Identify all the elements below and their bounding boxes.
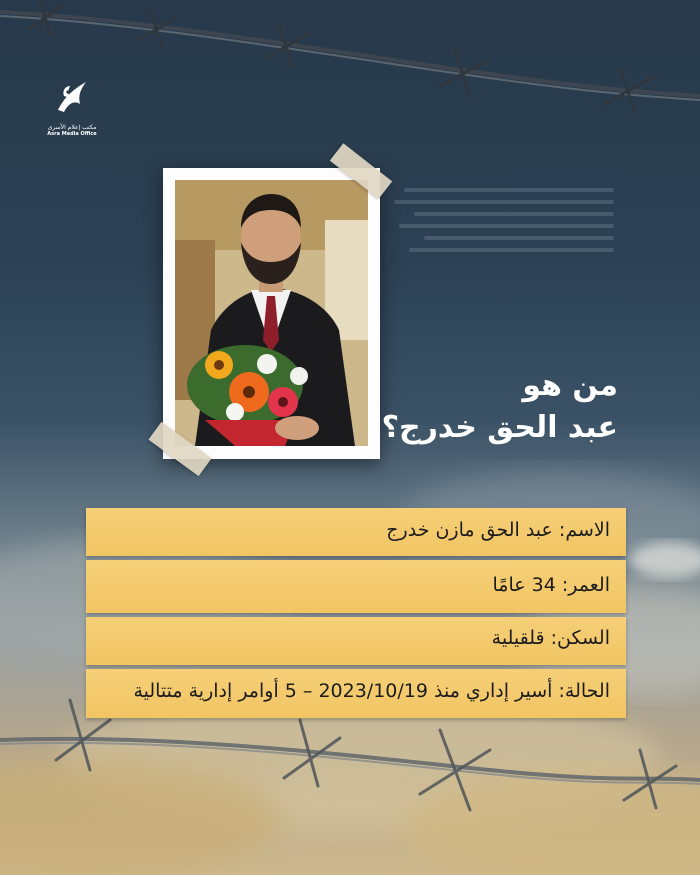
age-text: العمر: 34 عامًا (492, 574, 610, 596)
info-row-status (86, 669, 626, 718)
prisoner-portrait-photo (175, 180, 368, 446)
info-row-residence (86, 617, 626, 665)
headline (382, 366, 618, 450)
portrait-illustration (175, 180, 368, 446)
headline-line-2: عبد الحق خدرج؟ (381, 410, 618, 445)
photo-frame (163, 168, 380, 459)
residence-text: السكن: قلقيلية (491, 627, 610, 649)
barbed-wire-top (0, 0, 700, 120)
info-row-name (86, 508, 626, 556)
headline-line-1: من هو (522, 368, 618, 403)
asra-media-office-logo (46, 76, 98, 137)
info-row-age (86, 560, 626, 613)
status-text: الحالة: أسير إداري منذ 2023/10/19 – 5 أوامر إدارية متتالية (133, 680, 610, 702)
eagle-logo-icon (50, 76, 94, 120)
logo-english-name: Asra Media Office (47, 131, 97, 137)
faint-news-lines (384, 180, 614, 260)
name-text: الاسم: عبد الحق مازن خدرج (386, 519, 610, 541)
logo-arabic-name: مكتب إعلام الأسرى (47, 124, 97, 131)
